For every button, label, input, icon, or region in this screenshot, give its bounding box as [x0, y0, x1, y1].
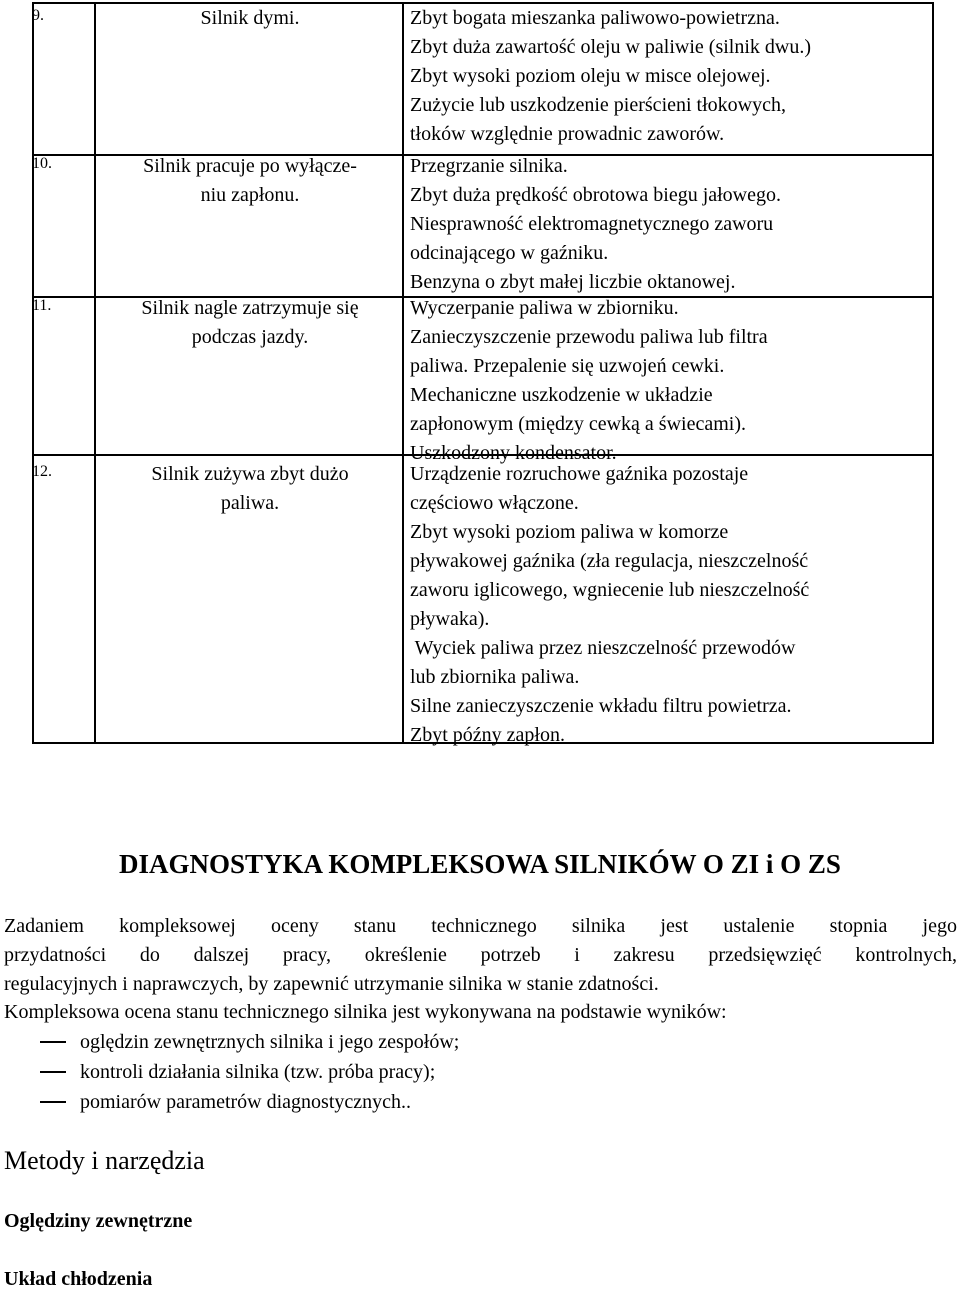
symptom-line: Silnik dymi. — [200, 7, 300, 29]
cause-line: Zbyt duża zawartość oleju w paliwie (silnik dwu.) — [410, 36, 811, 58]
dash-bullet-icon — [40, 1071, 66, 1073]
symptom-cell — [100, 460, 400, 518]
symptom-cell — [100, 294, 400, 352]
heading-cooling: Układ chłodzenia — [4, 1268, 153, 1290]
paragraph-purpose — [4, 912, 957, 999]
bullet-item — [40, 1088, 411, 1117]
column-divider — [94, 4, 96, 742]
cause-line: Zbyt bogata mieszanka paliwowo-powietrzna. — [410, 7, 780, 29]
row-number: 10. — [32, 155, 52, 172]
cause-line: odcinającego w gaźniku. — [410, 242, 609, 264]
heading-methods: Metody i narzędzia — [4, 1146, 205, 1175]
row-number: 11. — [32, 297, 52, 314]
cause-line: pływakowej gaźnika (zła regulacja, nieszczelność — [410, 550, 809, 572]
cause-line: Niesprawność elektromagnetycznego zaworu — [410, 213, 774, 235]
cause-line: Przegrzanie silnika. — [410, 155, 568, 177]
cause-line: Zużycie lub uszkodzenie pierścieni tłokowych, — [410, 94, 786, 116]
symptom-line: podczas jazdy. — [191, 326, 309, 348]
causes-cell — [410, 4, 932, 150]
symptom-line: Silnik zużywa zbyt dużo — [151, 463, 349, 485]
cause-line: Mechaniczne uszkodzenie w układzie — [410, 384, 713, 406]
paragraph-basis — [4, 998, 957, 1027]
section-title: DIAGNOSTYKA KOMPLEKSOWA SILNIKÓW O ZI i O ZS — [119, 849, 841, 879]
cause-line: Urządzenie rozruchowe gaźnika pozostaje — [410, 463, 749, 485]
cause-line: Zbyt późny zapłon. — [410, 724, 565, 746]
cause-line: zapłonowym (między cewką a świecami). — [410, 413, 746, 435]
cause-line: Wyciek paliwa przez nieszczelność przewodów — [410, 637, 796, 659]
bullet-text: kontroli działania silnika (tzw. próba pracy); — [80, 1061, 436, 1083]
cause-line: Zbyt duża prędkość obrotowa biegu jałowego. — [410, 184, 782, 206]
cause-line: lub zbiornika paliwa. — [410, 666, 580, 688]
paragraph-line: Kompleksowa ocena stanu technicznego silnika jest wykonywana na podstawie wyników: — [4, 1001, 727, 1023]
dash-bullet-icon — [40, 1041, 66, 1043]
paragraph-line: regulacyjnych i naprawczych, by zapewnić utrzymanie silnika w stanie zdatności. — [4, 973, 659, 995]
symptom-line: niu zapłonu. — [200, 184, 300, 206]
cause-line: Benzyna o zbyt małej liczbie oktanowej. — [410, 271, 736, 293]
symptom-line: Silnik pracuje po wyłącze- — [143, 155, 357, 177]
cause-line: tłoków względnie prowadnic zaworów. — [410, 123, 725, 145]
causes-cell — [410, 152, 932, 294]
cause-line: paliwa. Przepalenie się uzwojeń cewki. — [410, 355, 725, 377]
cause-line: Silne zanieczyszczenie wkładu filtru powietrza. — [410, 695, 792, 717]
cause-line: Zanieczyszczenie przewodu paliwa lub filtra — [410, 326, 768, 348]
symptom-line: Silnik nagle zatrzymuje się — [141, 297, 359, 319]
symptom-line: paliwa. — [220, 492, 280, 514]
cause-line: pływaka). — [410, 608, 490, 630]
causes-cell — [410, 294, 932, 464]
symptom-cell — [100, 4, 400, 33]
paragraph-line: przydatności do dalszej pracy, określenie potrzeb i zakresu przedsięwzięć kontrolnych, — [4, 944, 957, 966]
symptom-cell — [100, 152, 400, 210]
row-number: 9. — [32, 7, 44, 24]
bullet-text: pomiarów parametrów diagnostycznych.. — [80, 1091, 412, 1113]
cause-line: Wyczerpanie paliwa w zbiorniku. — [410, 297, 679, 319]
cause-line: zaworu iglicowego, wgniecenie lub nieszczelność — [410, 579, 810, 601]
causes-cell — [410, 460, 932, 746]
cause-line: Zbyt wysoki poziom oleju w misce olejowej. — [410, 65, 771, 87]
bullet-item — [40, 1058, 435, 1087]
cause-line: Zbyt wysoki poziom paliwa w komorze — [410, 521, 729, 543]
paragraph-line: Zadaniem kompleksowej oceny stanu technicznego silnika jest ustalenie stopnia jego — [4, 915, 957, 937]
dash-bullet-icon — [40, 1101, 66, 1103]
cause-line: Uszkodzony kondensator. — [410, 442, 617, 464]
bullet-text: oględzin zewnętrznych silnika i jego zespołów; — [80, 1031, 460, 1053]
cause-line: częściowo włączone. — [410, 492, 579, 514]
row-number: 12. — [32, 463, 52, 480]
column-divider — [402, 4, 404, 742]
heading-inspection: Oględziny zewnętrzne — [4, 1210, 193, 1232]
bullet-item — [40, 1028, 459, 1057]
